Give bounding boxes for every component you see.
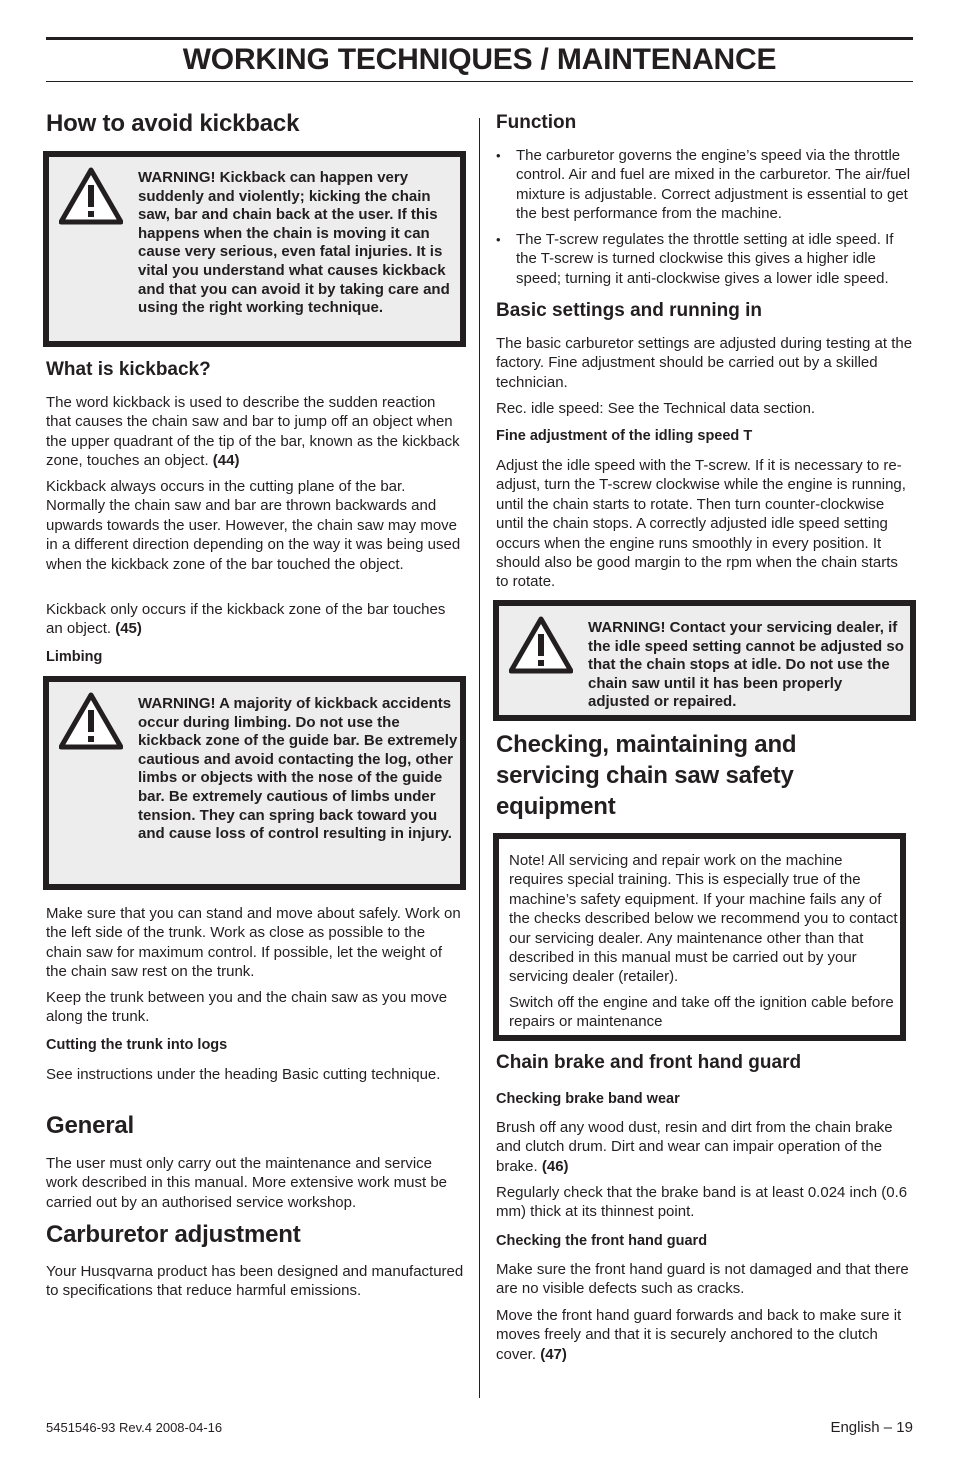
heading-fine-adjustment: Fine adjustment of the idling speed T	[496, 428, 753, 444]
heading-function: Function	[496, 112, 577, 133]
warning-triangle-icon	[59, 692, 123, 750]
paragraph: Regularly check that the brake band is at least 0.024 inch (0.6 mm) thick at its thinnest point.	[496, 1184, 908, 1221]
heading-basic-settings: Basic settings and running in	[496, 300, 763, 321]
warning-box-limbing	[43, 676, 466, 890]
figure-ref: (44)	[212, 452, 240, 470]
paragraph: See instructions under the heading Basic cutting technique.	[46, 1066, 441, 1083]
document-id: 5451546-93 Rev.4 2008-04-16	[46, 1420, 223, 1435]
paragraph: The word kickback is used to describe the sudden reaction that causes the chain saw and bar to jump off an object when the upper quadrant of the tip of the bar, known as the kickback zone, touches an object. (44)	[46, 394, 460, 470]
figure-ref: (45)	[115, 620, 142, 638]
warning-box-kickback	[43, 151, 466, 347]
figure-ref: (46)	[541, 1157, 569, 1175]
paragraph: Make sure the front hand guard is not damaged and that there are no visible defects such as cracks.	[496, 1261, 909, 1298]
list-item: • The carburetor governs the engine’s speed via the throttle control. Air and fuel are mixed in the carburetor. The air/fuel mixture is adjustable. Correct adjustment is essential to get the best performance from the machine.	[496, 147, 911, 223]
warning-text: WARNING! Kickback can happen very suddenly and violently; kicking the chain saw, bar and chain back at the user. If this happens when the chain is moving it can cause very serious, even fatal injuries. It is vital you understand what causes kickback and that you can avoid it by taking care and using the right working technique.	[138, 169, 450, 317]
section-title-general: General	[46, 1112, 134, 1139]
list-item: • The T-screw regulates the throttle setting at idle speed. If the T-screw is turned clockwise this gives a higher idle speed; turning it anti-clockwise gives a lower idle speed.	[496, 231, 894, 287]
section-title-carburetor: Carburetor adjustment	[46, 1221, 301, 1248]
heading-chain-brake: Chain brake and front hand guard	[496, 1052, 802, 1073]
paragraph: Rec. idle speed: See the Technical data section.	[496, 400, 816, 417]
paragraph: The user must only carry out the maintenance and service work described in this manual. More extensive work must be carried out by an authorised service workshop.	[46, 1155, 448, 1211]
paragraph: Kickback only occurs if the kickback zone of the bar touches an object. (45)	[46, 601, 446, 638]
heading-what-is-kickback: What is kickback?	[46, 359, 211, 380]
paragraph: Your Husqvarna product has been designed and manufactured to specifications that reduce harmful emissions.	[46, 1263, 464, 1300]
page-title: WORKING TECHNIQUES / MAINTENANCE	[182, 43, 777, 76]
warning-triangle-icon	[509, 616, 573, 674]
paragraph: Switch off the engine and take off the ignition cable before repairs or maintenance	[509, 993, 894, 1031]
column-divider	[479, 118, 480, 1398]
paragraph: Make sure that you can stand and move about safely. Work on the left side of the trunk. Work as close as possible to the chain saw for maximum control. If possible, let the weight of the chain saw rest on the trunk.	[46, 905, 461, 981]
heading-cutting-logs: Cutting the trunk into logs	[46, 1037, 228, 1053]
top-rule	[46, 37, 913, 40]
paragraph: Note! All servicing and repair work on the machine requires special training. This is especially true of the machine’s safety equipment. If your machine fails any of the checks described below we recommend you to contact our servicing dealer. Any maintenance other than that described in this manual must be carried out by your servicing dealer (retailer).	[509, 852, 898, 986]
header-rule	[46, 81, 913, 82]
heading-brake-band: Checking brake band wear	[496, 1091, 680, 1107]
note-box	[493, 833, 906, 1041]
paragraph: Move the front hand guard forwards and back to make sure it moves freely and that it is securely anchored to the clutch cover. (47)	[496, 1307, 902, 1363]
bullet-icon: •	[496, 232, 501, 247]
heading-front-hand-guard: Checking the front hand guard	[496, 1233, 708, 1249]
warning-text: WARNING! Contact your servicing dealer, if the idle speed setting cannot be adjusted so that the chain stops at idle. Do not use the chain saw until it has been properly adjusted or repaired.	[588, 619, 904, 711]
warning-triangle-icon	[59, 167, 123, 225]
paragraph: Kickback always occurs in the cutting plane of the bar. Normally the chain saw and bar are thrown backwards and upwards towards the user. However, the chain saw may move in a different direction depending on the way it was being used when the kickback zone of the bar touched the object.	[46, 478, 461, 573]
paragraph: The basic carburetor settings are adjusted during testing at the factory. Fine adjustment should be carried out by a skilled technician.	[496, 335, 913, 391]
heading-limbing: Limbing	[46, 649, 103, 665]
bullet-icon: •	[496, 148, 501, 163]
paragraph: Adjust the idle speed with the T-screw. If it is necessary to re-adjust, turn the T-screw clockwise while the engine is running, until the chain starts to rotate. Then turn counter-clockwise until the chain stops. A correctly adjusted idle speed setting occurs when the engine runs smoothly in every position. It should also be good margin to the rpm when the chain starts to rotate.	[496, 457, 906, 591]
section-title-kickback: How to avoid kickback	[46, 110, 300, 137]
page-number: English – 19	[830, 1419, 913, 1436]
figure-ref: (47)	[540, 1345, 567, 1363]
section-title-safety-equipment: Checking, maintaining and servicing chain saw safety equipment	[496, 731, 797, 820]
warning-text: WARNING! A majority of kickback accidents occur during limbing. Do not use the kickback zone of the guide bar. Be extremely cautious and avoid contacting the log, other limbs or objects with the nose of the guide bar. Be extremely cautious of limbs under tension. They can spring back toward you and cause loss of control resulting in injury.	[138, 695, 458, 843]
paragraph: Brush off any wood dust, resin and dirt from the chain brake and clutch drum. Dirt and wear can impair operation of the brake. (46)	[496, 1119, 893, 1175]
paragraph: Keep the trunk between you and the chain saw as you move along the trunk.	[46, 989, 448, 1026]
warning-box-idle-speed	[493, 600, 916, 721]
